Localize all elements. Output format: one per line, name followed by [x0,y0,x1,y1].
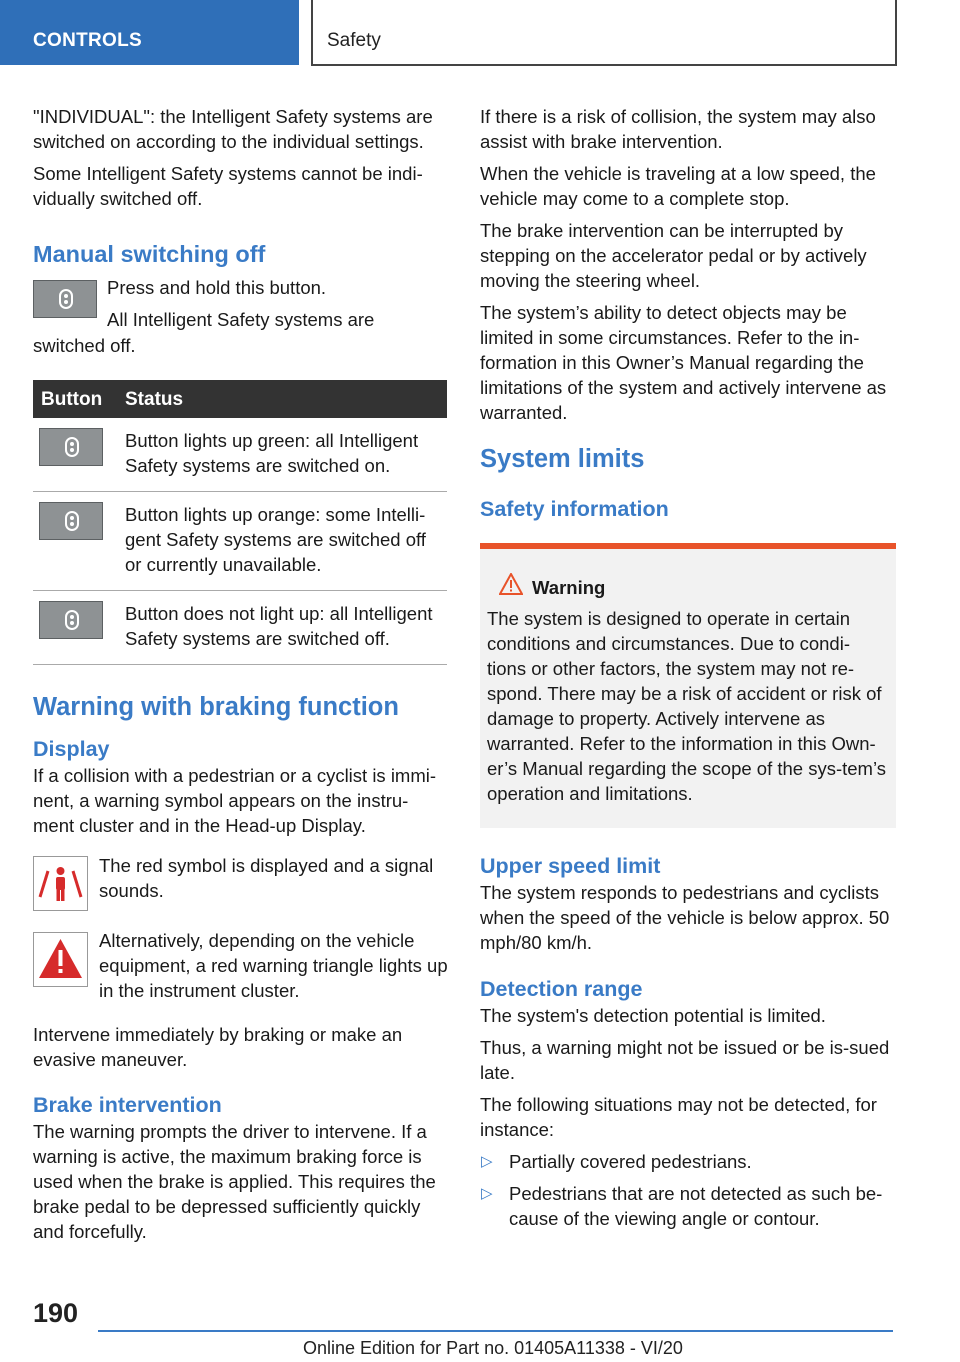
list-item [480,1181,896,1231]
footer-edition: Online Edition for Part no. 01405A11338 - VI/20 [303,1338,683,1358]
manual-result: All Intelligent Safety systems are [107,309,375,330]
paragraph: The system responds to pedestrians and cyclists when the speed of the vehicle is below approx. 50 mph/80 km/h. [480,882,890,953]
warning-box [480,543,896,828]
table-cell: Button does not light up: all Intelligent Safety systems are switched off. [125,591,447,665]
warning-title: Warning [532,577,606,598]
manual-result-cont: switched off. [33,335,136,356]
paragraph: The warning prompts the driver to intervene. If a warning is active, the maximum braking force is used when the brake is applied. This requires the brake pedal to be depressed sufficiently quickly and forcefully. [33,1121,436,1242]
heading-manual-switching-off: Manual switching off [33,241,266,267]
chapter-tab [311,0,897,66]
section-tab [0,0,299,65]
paragraph: Intervene immediately by braking or make an evasive maneuver. [33,1024,403,1070]
intelligent-safety-button-icon [39,502,103,540]
symbol-desc: Alternatively, depending on the vehicle equipment, a red warning triangle lights up in the instrument cluster. [99,930,448,1001]
paragraph: The system’s ability to detect objects may be limited in some circumstances. Refer to the in-formation in this Owner’s Manual regarding the limitations of the system and actively intervene as warranted. [480,302,887,423]
table-row [33,591,447,665]
heading-detection-range: Detection range [480,977,643,1001]
symbol-desc: The red symbol is displayed and a signal sounds. [99,855,434,901]
table-cell: Button lights up green: all Intelligent Safety systems are switched on. [125,418,447,492]
warning-triangle-icon [33,932,88,987]
paragraph: The system's detection potential is limited. [480,1005,826,1026]
intelligent-safety-button-icon [39,428,103,466]
heading-brake-intervention: Brake intervention [33,1093,222,1117]
button-status-table [33,380,447,665]
list-item [480,1149,896,1174]
warning-title-row [487,575,888,600]
paragraph: The following situations may not be detected, for instance: [480,1094,877,1140]
page-number: 190 [33,1298,79,1328]
symbol-row [33,928,447,1018]
table-header-status: Status [125,380,447,418]
paragraph: Some Intelligent Safety systems cannot be indi-vidually switched off. [33,163,423,209]
chapter-title: Safety [327,30,381,51]
paragraph: "INDIVIDUAL": the Intelligent Safety systems are switched on according to the individual settings. [33,106,433,152]
manual-step: Press and hold this button. [107,277,327,298]
manual-switch-block [33,275,447,355]
intelligent-safety-button-icon [33,280,97,318]
heading-system-limits: System limits [480,445,645,473]
intelligent-safety-button-icon [39,601,103,639]
warning-text: The system is designed to operate in certain conditions and circumstances. Due to condi-tions or other factors, the system may not re-spond. There may be a risk of accident or risk of damage to property. Actively intervene as warranted. Refer to the information in this Own-er’s Manual regarding the scope of the sys-tem’s operation and limitations. [487,608,886,804]
list-item-text: Pedestrians that are not detected as such be-cause of the viewing angle or contour. [509,1183,883,1229]
paragraph: If there is a risk of collision, the system may also assist with brake intervention. [480,106,876,152]
right-column [480,104,896,1238]
table-cell: Button lights up orange: some Intelli-gent Safety systems are switched off or currently unavailable. [125,492,447,591]
symbol-row [33,853,447,927]
left-column [33,104,447,1251]
paragraph: When the vehicle is traveling at a low speed, the vehicle may come to a complete stop. [480,163,876,209]
heading-warning-braking: Warning with braking function [33,693,399,721]
list-item-text: Partially covered pedestrians. [509,1151,752,1172]
paragraph: Thus, a warning might not be issued or be is-sued late. [480,1037,890,1083]
warning-triangle-icon [499,573,523,595]
paragraph: The brake intervention can be interrupted by stepping on the accelerator pedal or by actively moving the steering wheel. [480,220,867,291]
table-row [33,418,447,492]
table-row [33,492,447,591]
bullet-arrow-icon: ▷ [481,1185,493,1202]
table-header-button: Button [33,380,125,418]
pedestrian-warning-icon [33,856,88,911]
heading-upper-speed-limit: Upper speed limit [480,854,661,878]
section-title: CONTROLS [33,30,143,51]
footer-divider [98,1330,893,1332]
heading-display: Display [33,737,110,761]
bullet-arrow-icon: ▷ [481,1153,493,1170]
paragraph: If a collision with a pedestrian or a cyclist is immi-nent, a warning symbol appears on the instru-ment cluster and in the Head-up Display. [33,765,437,836]
heading-safety-information: Safety information [480,497,669,521]
bullet-list [480,1149,896,1231]
